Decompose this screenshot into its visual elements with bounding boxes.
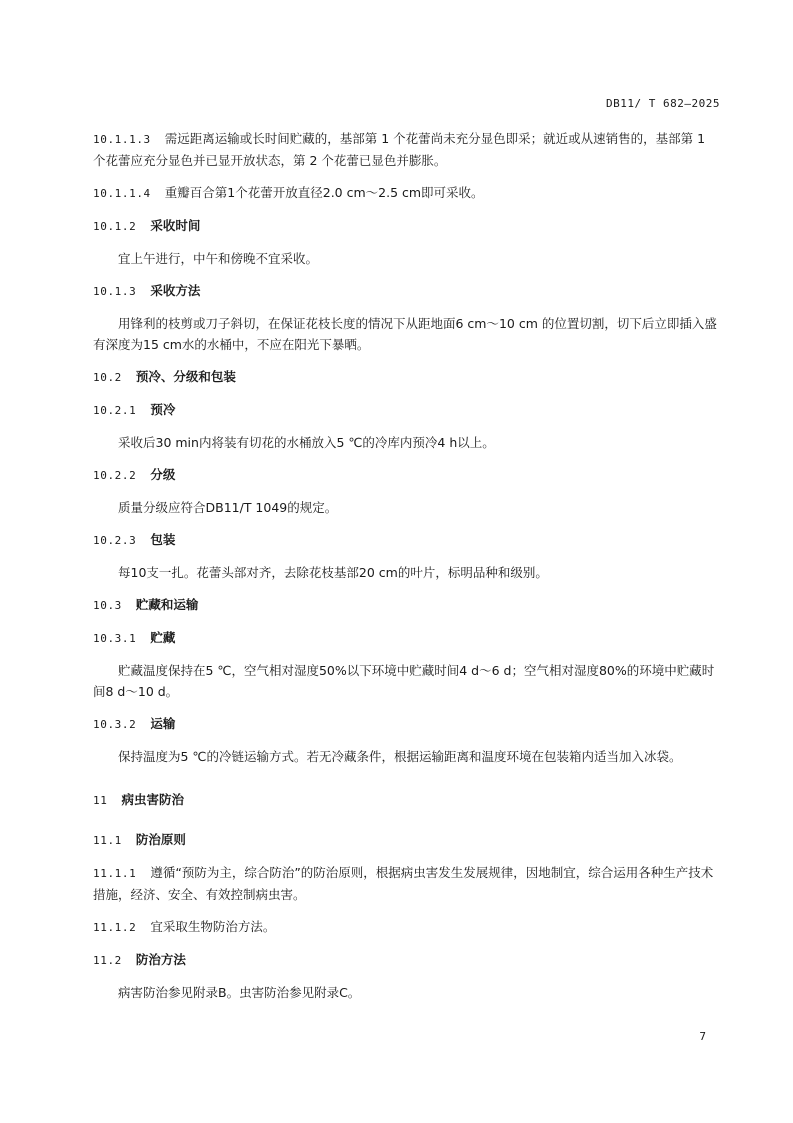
heading-title: 运输 — [150, 716, 176, 731]
heading-11-1 — [93, 829, 720, 851]
document-body — [93, 128, 720, 1003]
document-id-header: DB11/ T 682—2025 — [606, 97, 720, 110]
heading-title: 分级 — [150, 467, 176, 482]
heading-title: 预冷 — [150, 402, 176, 417]
clause-number: 10.1.1.4 — [93, 187, 151, 200]
heading-number: 10.2.2 — [93, 469, 137, 482]
paragraph: 宜上午进行，中午和傍晚不宜采收。 — [118, 251, 319, 266]
heading-number: 10.2.1 — [93, 404, 137, 417]
heading-number: 10.1.3 — [93, 285, 137, 298]
heading-10-2-2 — [93, 464, 720, 486]
heading-10-2 — [93, 366, 720, 388]
heading-number: 10.3 — [93, 599, 122, 612]
heading-title: 防治方法 — [135, 952, 186, 967]
heading-number: 10.3.2 — [93, 718, 137, 731]
clause-11-1-1 — [93, 862, 720, 905]
heading-number: 10.2 — [93, 371, 122, 384]
page-number: 7 — [699, 1030, 706, 1043]
clause-10-1-1-3 — [93, 128, 720, 171]
heading-10-2-3 — [93, 529, 720, 551]
paragraph: 病害防治参见附录B。虫害防治参见附录C。 — [118, 985, 361, 1000]
clause-10-1-1-4 — [93, 182, 720, 204]
heading-number: 11 — [93, 794, 108, 807]
heading-11-2 — [93, 949, 720, 971]
paragraph: 保持温度为5 ℃的冷链运输方式。若无冷藏条件，根据运输距离和温度环境在包装箱内适当加入冰袋。 — [118, 749, 682, 764]
clause-11-1-2 — [93, 916, 720, 938]
heading-title: 贮藏和运输 — [135, 597, 199, 612]
heading-10-3-1 — [93, 627, 720, 649]
paragraph: 每10支一扎。花蕾头部对齐，去除花枝基部20 cm的叶片，标明品种和级别。 — [118, 565, 548, 580]
clause-number: 11.1.1 — [93, 867, 137, 880]
paragraph: 贮藏温度保持在5 ℃，空气相对湿度50%以下环境中贮藏时间4 d～6 d；空气相对湿度80%的环境中贮藏时间8 d～10 d。 — [93, 663, 715, 699]
heading-number: 10.1.2 — [93, 220, 137, 233]
heading-title: 采收时间 — [150, 218, 201, 233]
clause-number: 11.1.2 — [93, 921, 137, 934]
heading-number: 10.3.1 — [93, 632, 137, 645]
heading-title: 贮藏 — [150, 630, 176, 645]
heading-number: 11.2 — [93, 954, 122, 967]
clause-text: 遵循“预防为主，综合防治”的防治原则，根据病虫害发生发展规律，因地制宜，综合运用各种生产技术措施，经济、安全、有效控制病虫害。 — [93, 865, 714, 902]
heading-10-1-2 — [93, 215, 720, 237]
paragraph: 质量分级应符合DB11/T 1049的规定。 — [118, 500, 338, 515]
heading-number: 11.1 — [93, 834, 122, 847]
chapter-heading-11 — [93, 789, 720, 811]
paragraph: 用锋利的枝剪或刀子斜切，在保证花枝长度的情况下从距地面6 cm～10 cm 的位置切割，切下后立即插入盛有深度为15 cm水的水桶中，不应在阳光下暴晒。 — [93, 316, 717, 352]
clause-text: 重瓣百合第1个花蕾开放直径2.0 cm～2.5 cm即可采收。 — [164, 185, 484, 200]
heading-10-1-3 — [93, 280, 720, 302]
clause-text: 需远距离运输或长时间贮藏的，基部第 1 个花蕾尚未充分显色即采；就近或从速销售的，基部第 1 个花蕾应充分显色并已显开放状态，第 2 个花蕾已显色并膨胀。 — [93, 131, 706, 168]
heading-title: 采收方法 — [150, 283, 201, 298]
heading-10-2-1 — [93, 399, 720, 421]
heading-title: 包装 — [150, 532, 176, 547]
heading-number: 10.2.3 — [93, 534, 137, 547]
heading-10-3-2 — [93, 713, 720, 735]
clause-text: 宜采取生物防治方法。 — [150, 919, 276, 934]
heading-title: 病虫害防治 — [121, 792, 184, 807]
paragraph: 采收后30 min内将装有切花的水桶放入5 ℃的冷库内预冷4 h以上。 — [118, 435, 495, 450]
heading-title: 预冷、分级和包装 — [135, 369, 236, 384]
clause-number: 10.1.1.3 — [93, 133, 151, 146]
heading-title: 防治原则 — [135, 832, 186, 847]
heading-10-3 — [93, 594, 720, 616]
